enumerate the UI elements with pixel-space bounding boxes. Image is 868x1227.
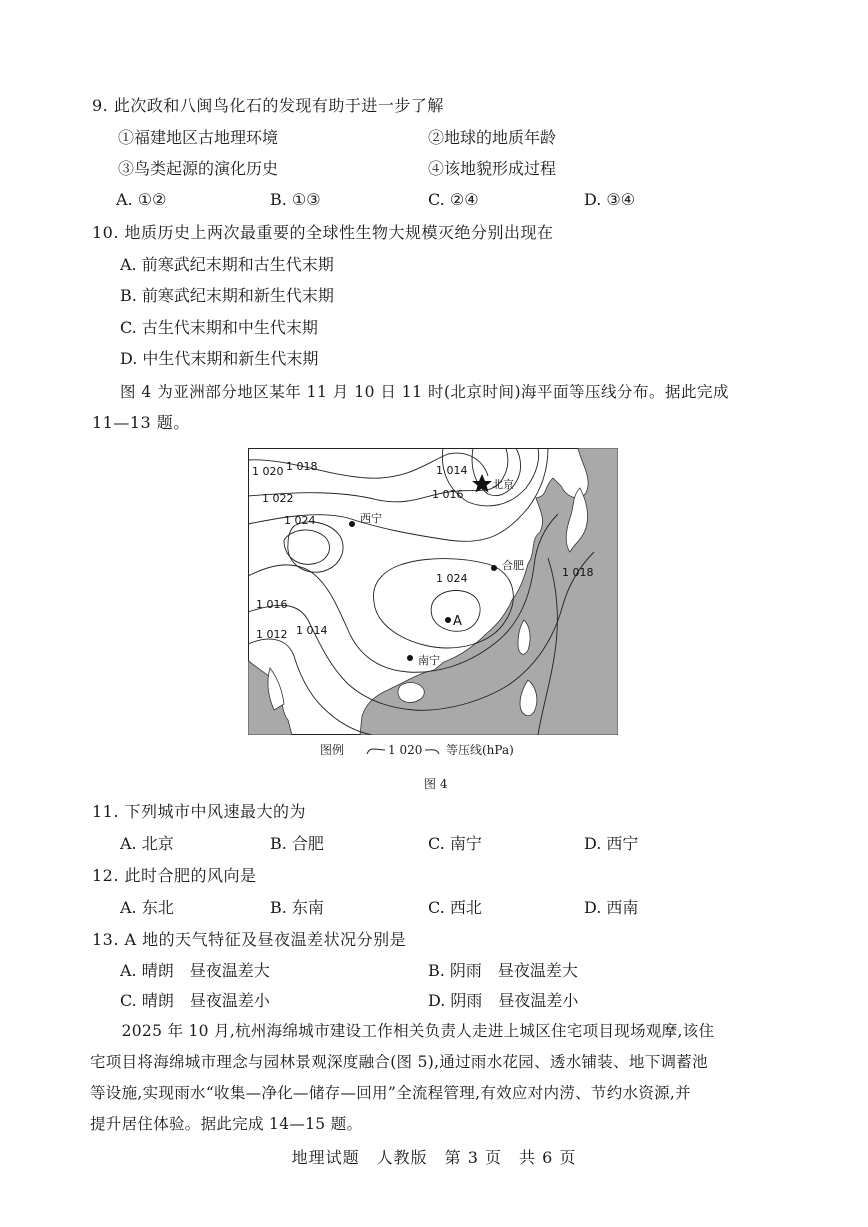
q9-item-4: ④该地貌形成过程 (428, 159, 557, 178)
isobar-map (248, 448, 618, 735)
q12-option-a: A. 东北 (120, 898, 174, 917)
isobar-label: 1 018 (286, 460, 318, 473)
isobar-label: 1 018 (562, 566, 594, 579)
city-dot-icon (445, 617, 451, 623)
q9-item-2: ②地球的地质年龄 (428, 128, 557, 147)
q13-option-a: A. 晴朗 昼夜温差大 (120, 961, 270, 980)
q10-option-d: D. 中生代末期和新生代末期 (120, 349, 319, 368)
passage-line-1: 2025 年 10 月,杭州海绵城市建设工作相关负责人走进上城区住宅项目现场观摩,该住 (90, 1022, 715, 1040)
city-dot-icon (349, 521, 355, 527)
fig4-intro-line1: 图 4 为亚洲部分地区某年 11 月 10 日 11 时(北京时间)海平面等压线分布。据此完成 (120, 383, 730, 401)
q9-item-1: ①福建地区古地理环境 (118, 128, 279, 147)
isobar-label: 1 012 (256, 628, 288, 641)
page-footer: 地理试题 人教版 第 3 页 共 6 页 (291, 1148, 577, 1167)
isobar-label: 1 024 (436, 572, 468, 585)
q11-option-a: A. 北京 (120, 834, 174, 853)
q11-stem: 11. 下列城市中风速最大的为 (92, 802, 307, 821)
q13-option-c: C. 晴朗 昼夜温差小 (120, 991, 270, 1010)
q10-stem: 10. 地质历史上两次最重要的全球性生物大规模灭绝分别出现在 (92, 223, 554, 242)
legend-line-left-icon (366, 744, 386, 756)
isobar-label: 1 016 (256, 598, 288, 611)
isobar-label: 1 022 (262, 492, 294, 505)
city-label-nanning: 南宁 (418, 654, 440, 667)
q9-option-a: A. ①② (116, 190, 167, 209)
q12-option-d: D. 西南 (584, 898, 639, 917)
q12-stem: 12. 此时合肥的风向是 (92, 866, 257, 885)
legend-value: 1 020 (388, 743, 423, 757)
isobar-label: 1 014 (296, 624, 328, 637)
passage-line-3: 等设施,实现雨水“收集—净化—储存—回用”全流程管理,有效应对内涝、节约水资源,并 (90, 1084, 691, 1102)
q10-option-b: B. 前寒武纪末期和新生代末期 (120, 286, 334, 305)
q13-stem: 13. A 地的天气特征及昼夜温差状况分别是 (92, 930, 407, 949)
hainan-island (398, 683, 424, 703)
passage-line-4: 提升居住体验。据此完成 14—15 题。 (90, 1115, 363, 1133)
isobar-label: 1 014 (436, 464, 468, 477)
city-label-beijing: 北京 (492, 478, 514, 491)
legend-desc: 等压线(hPa) (446, 743, 514, 757)
isobar-label: 1 024 (284, 514, 316, 527)
city-dot-icon (407, 655, 413, 661)
q11-option-d: D. 西宁 (584, 834, 639, 853)
q10-option-a: A. 前寒武纪末期和古生代末期 (120, 255, 334, 274)
q11-option-c: C. 南宁 (428, 834, 482, 853)
passage-line-2: 宅项目将海绵城市理念与园林景观深度融合(图 5),通过雨水花园、透水铺装、地下调蓄池 (90, 1053, 708, 1071)
q9-option-d: D. ③④ (584, 190, 636, 209)
q9-stem: 9. 此次政和八闽鸟化石的发现有助于进一步了解 (92, 96, 444, 115)
isobar-label: 1 016 (432, 488, 464, 501)
q12-option-c: C. 西北 (428, 898, 482, 917)
q13-option-d: D. 阴雨 昼夜温差小 (428, 991, 579, 1010)
q9-option-b: B. ①③ (270, 190, 321, 209)
figure-caption: 图 4 (424, 777, 448, 791)
q9-option-c: C. ②④ (428, 190, 479, 209)
city-dot-icon (491, 565, 497, 571)
city-label-hefei: 合肥 (502, 559, 524, 572)
q12-option-b: B. 东南 (270, 898, 324, 917)
fig4-intro-line2: 11—13 题。 (92, 413, 190, 432)
q9-item-3: ③鸟类起源的演化历史 (118, 159, 279, 178)
q10-option-c: C. 古生代末期和中生代末期 (120, 318, 318, 337)
q11-option-b: B. 合肥 (270, 834, 324, 853)
isobar-label: 1 020 (252, 465, 284, 478)
legend-label: 图例 (320, 743, 345, 757)
legend-line-right-icon (424, 744, 440, 756)
q13-option-b: B. 阴雨 昼夜温差大 (428, 961, 578, 980)
city-label-xining: 西宁 (360, 512, 382, 525)
point-label-a: A (453, 614, 462, 629)
